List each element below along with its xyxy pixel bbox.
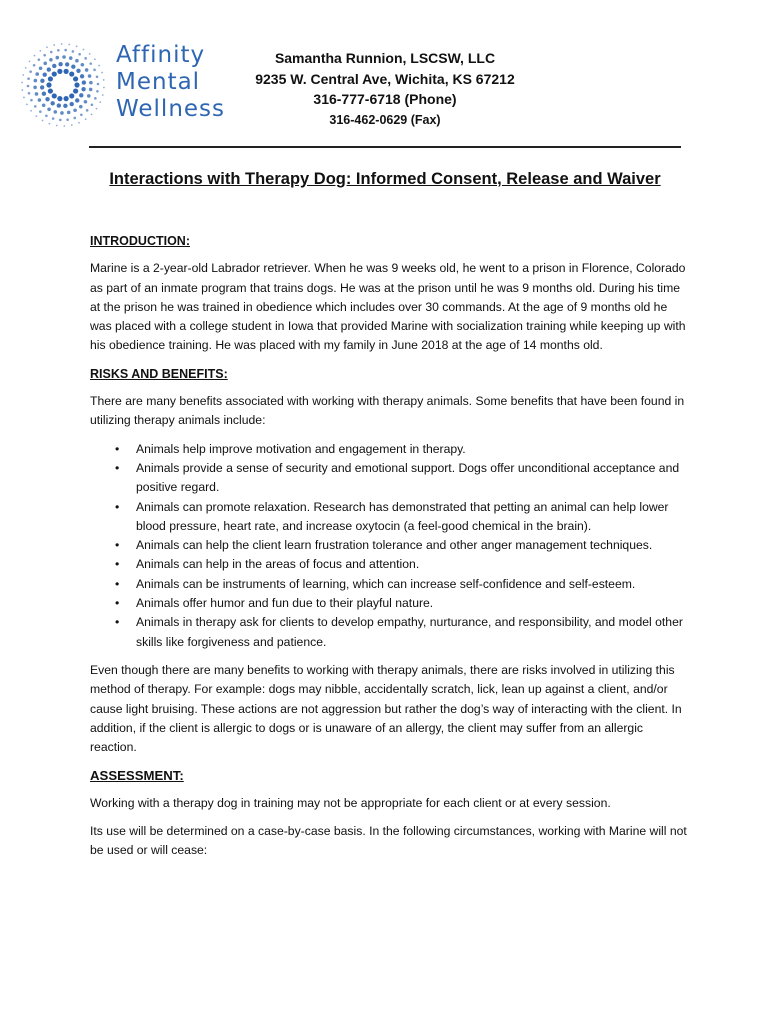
- letterhead: [220, 48, 550, 130]
- list-item: • Animals can help in the areas of focus and attention.: [136, 555, 690, 574]
- assessment-heading: ASSESSMENT:: [90, 768, 184, 784]
- list-item: • Animals can help the client learn frustration tolerance and other anger management techniques.: [136, 536, 690, 555]
- document-title: Interactions with Therapy Dog: Informed Consent, Release and Waiver: [109, 170, 661, 188]
- header-divider: [89, 146, 681, 148]
- practice-address: 9235 W. Central Ave, Wichita, KS 67212: [255, 70, 515, 87]
- dotted-circle-logo-icon: [20, 42, 106, 128]
- assessment-text-2: Its use will be determined on a case-by-case basis. In the following circumstances, working with Marine will not be used or will cease:: [90, 824, 687, 858]
- assessment-text-1: Working with a therapy dog in training may not be appropriate for each client or at every session.: [90, 795, 611, 810]
- practice-name: Samantha Runnion, LSCSW, LLC: [274, 50, 496, 66]
- benefits-intro: There are many benefits associated with working with therapy animals. Some benefits that have been found in utilizing therapy animals include:: [90, 394, 685, 428]
- introduction-heading: INTRODUCTION:: [90, 234, 190, 248]
- list-item: • Animals in therapy ask for clients to develop empathy, nurturance, and responsibility, and model other skills like forgiveness and patience.: [136, 613, 690, 652]
- practice-fax: 316-462-0629 (Fax): [329, 112, 441, 127]
- risks-text: Even though there are many benefits to working with therapy animals, there are risks involved in utilizing this method of therapy. For example: dogs may nibble, accidentally scratch, lick, lean up against a client, and/or cause light bruising. These actions are not aggression but rather the dog’s way of interacting with the client. In addition, if the client is allergic to dogs or is unaware of an allergy, the client may suffer from an allergic reaction.: [90, 662, 682, 755]
- introduction-text: Marine is a 2-year-old Labrador retriever. When he was 9 weeks old, he went to a prison in Florence, Colorado as part of an inmate program that trains dogs. He was at the prison until he was 9 months old. During his time at the prison he was trained in obedience which includes over 30 commands. At the age of 9 months old he was placed with a college student in Iowa that provided Marine with socialization training while keeping up with his obedience training. He was placed with my family in June 2018 at the age of 14 months old.: [90, 261, 686, 353]
- benefits-list: [90, 440, 690, 652]
- logo-line-1: Affinity: [116, 42, 206, 68]
- list-item: • Animals help improve motivation and engagement in therapy.: [136, 440, 690, 459]
- practice-phone: 316-777-6718 (Phone): [313, 91, 457, 107]
- logo-line-3: Wellness: [116, 96, 226, 122]
- list-item: • Animals can be instruments of learning, which can increase self-confidence and self-esteem.: [136, 575, 690, 594]
- risks-benefits-heading: RISKS AND BENEFITS:: [90, 366, 228, 381]
- logo-line-2: Mental: [116, 69, 201, 95]
- affinity-mental-wellness-logo: [20, 42, 226, 128]
- list-item: • Animals offer humor and fun due to their playful nature.: [136, 594, 690, 613]
- list-item: • Animals provide a sense of security and emotional support. Dogs offer unconditional acceptance and positive regard.: [136, 459, 690, 498]
- document-body: [90, 232, 690, 870]
- list-item: • Animals can promote relaxation. Research has demonstrated that petting an animal can help lower blood pressure, heart rate, and increase oxytocin (a feel-good chemical in the brain).: [136, 498, 690, 537]
- logo-wordmark: [116, 42, 225, 123]
